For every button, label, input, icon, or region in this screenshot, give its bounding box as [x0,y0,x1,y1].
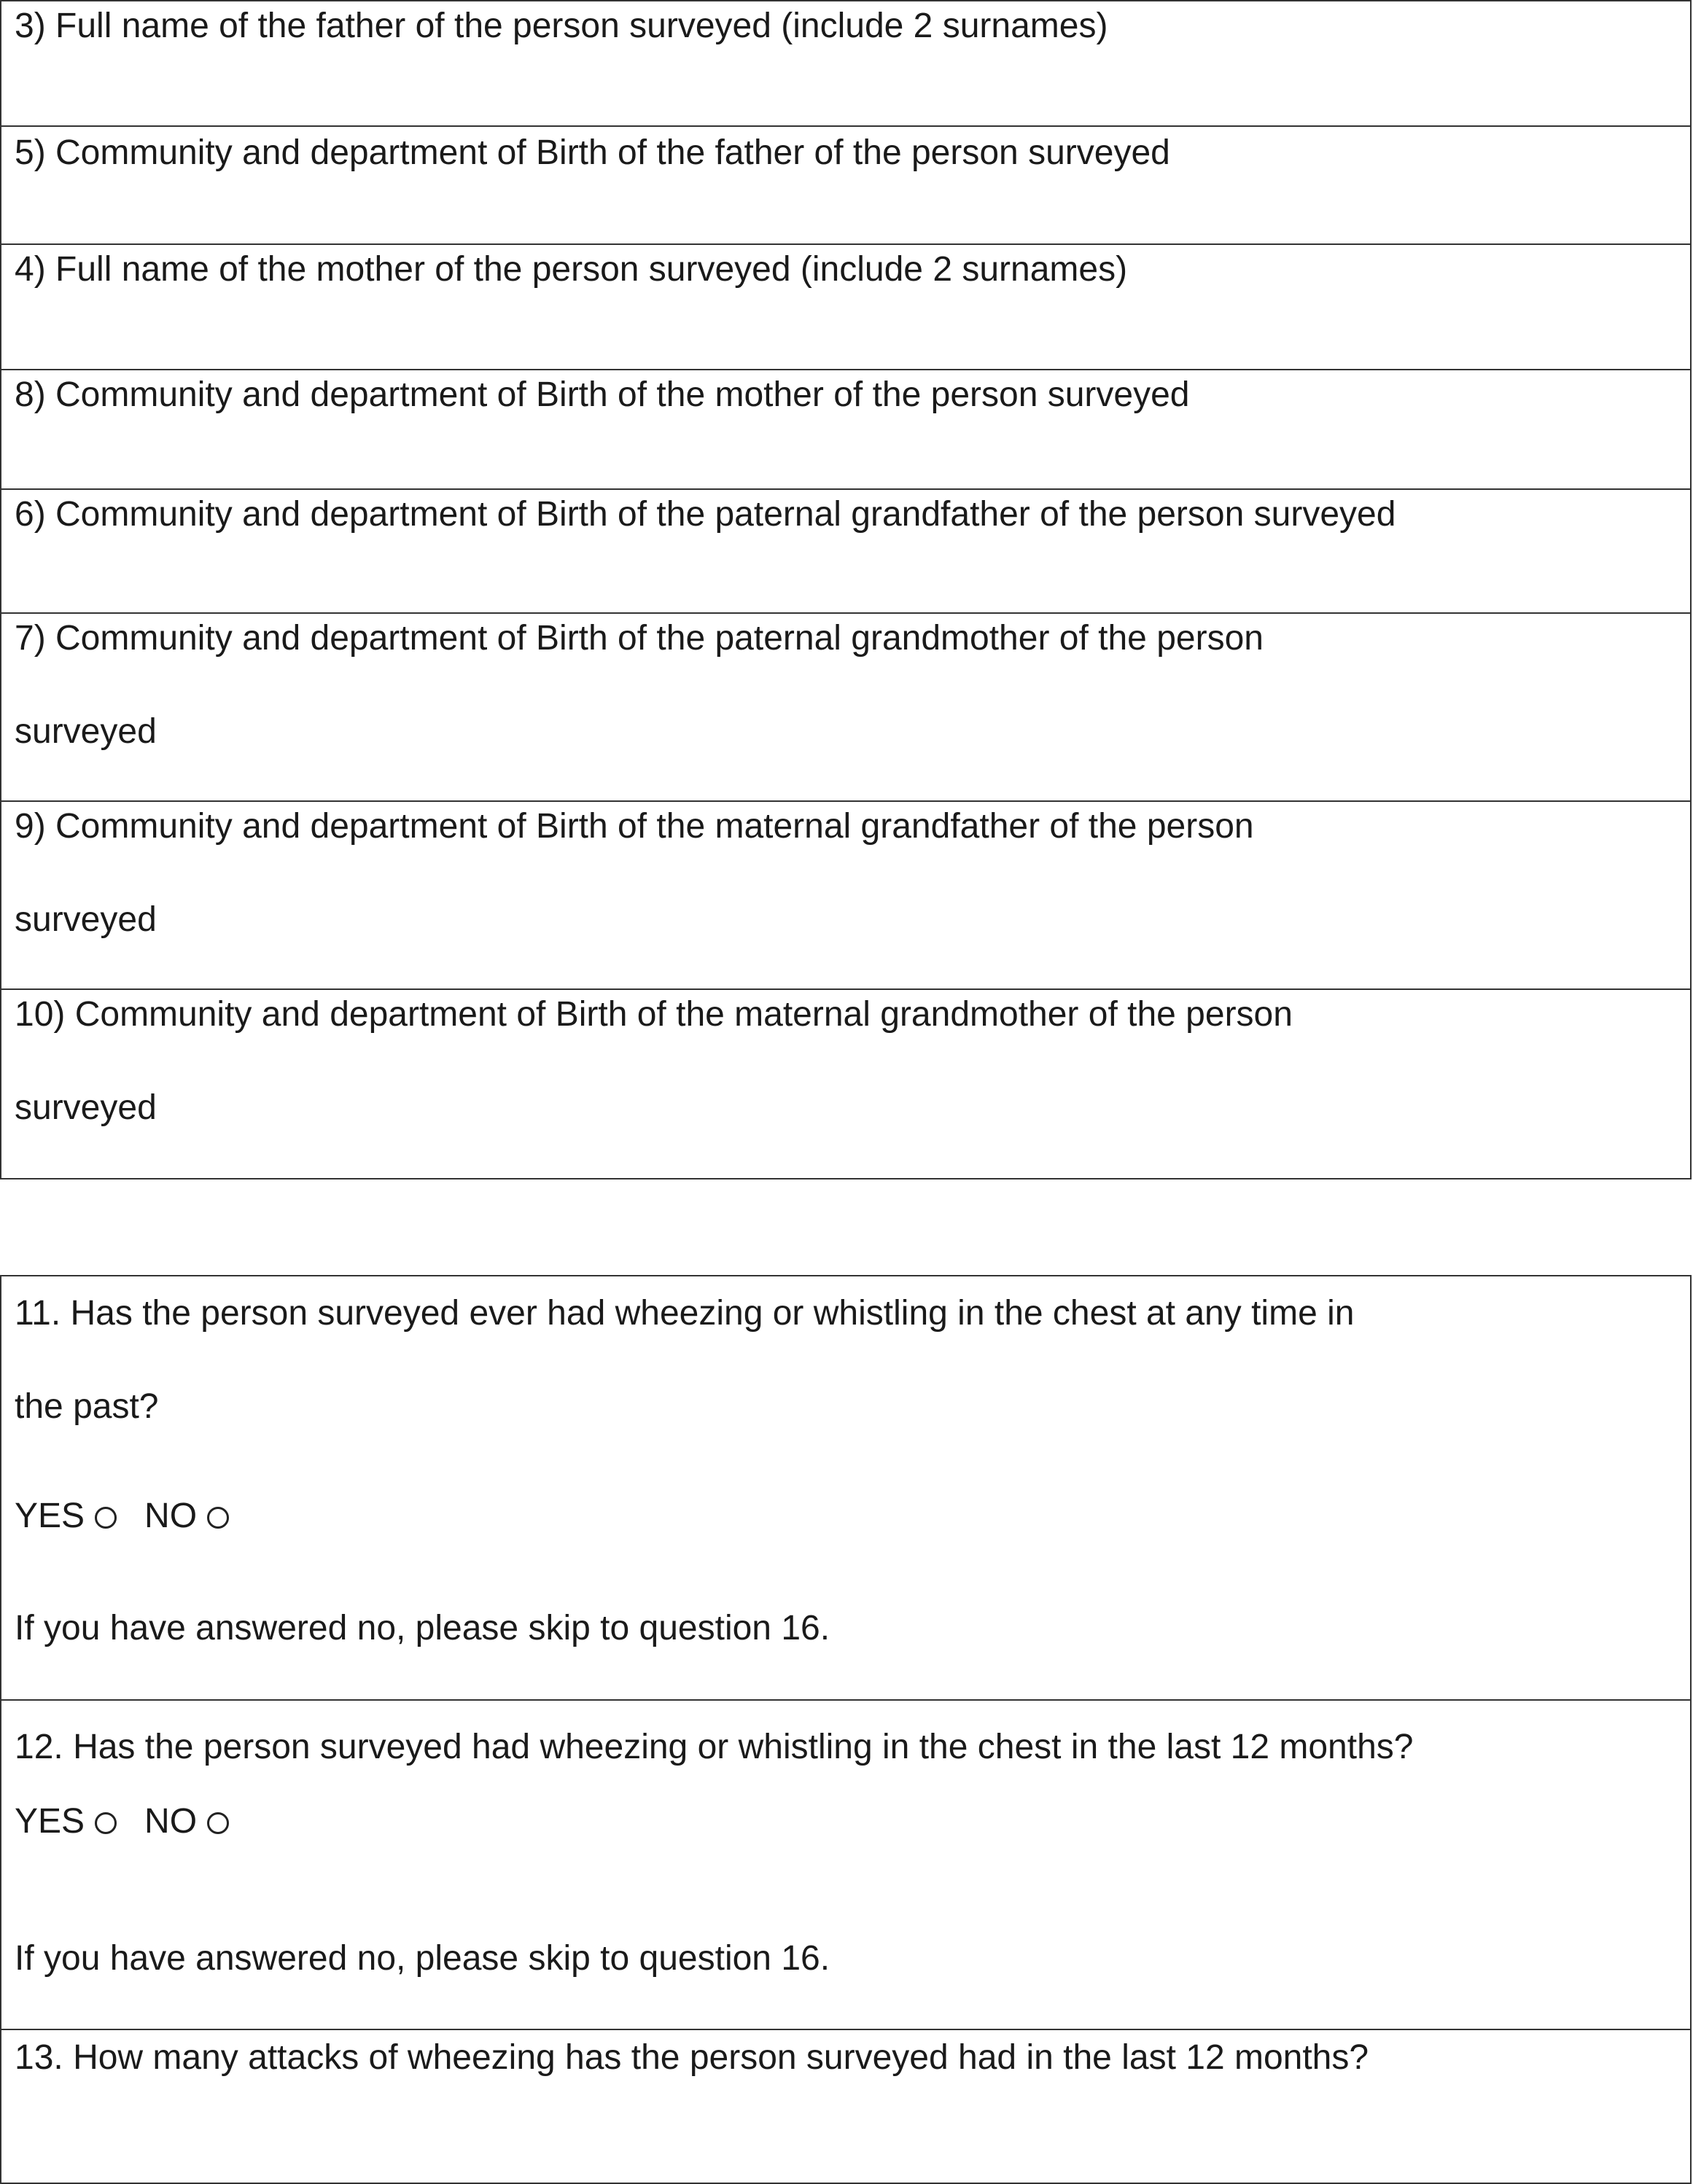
no-radio[interactable] [207,1507,229,1529]
no-option[interactable] [144,1499,229,1534]
form-row-mother-birthplace [1,370,1690,490]
question-12 [1,1701,1690,2030]
yes-radio[interactable] [95,1812,117,1834]
question-13 [1,2030,1690,2184]
question-text: 13. How many attacks of wheezing has the person surveyed had in the last 12 months? [15,2038,1369,2077]
question-label: 3) Full name of the father of the person surveyed (include 2 surnames) [15,7,1108,45]
no-radio[interactable] [207,1812,229,1834]
question-label-continued: surveyed [15,712,157,751]
yes-option[interactable] [15,1499,117,1534]
form-row-paternal-grandfather-birthplace [1,490,1690,614]
skip-instruction: If you have answered no, please skip to question 16. [15,1609,830,1647]
question-11 [1,1276,1690,1701]
wheezing-questions-table [0,1275,1692,2184]
yes-radio[interactable] [95,1507,117,1529]
yes-option[interactable] [15,1804,117,1839]
question-label-continued: surveyed [15,900,157,939]
question-label: 7) Community and department of Birth of the paternal grandmother of the person [15,619,1264,658]
question-text-continued: the past? [15,1387,159,1426]
yes-no-options [15,1804,229,1839]
question-text: 11. Has the person surveyed ever had wheezing or whistling in the chest at any time in [15,1294,1355,1333]
question-text: 12. Has the person surveyed had wheezing or whistling in the chest in the last 12 months? [15,1728,1414,1766]
form-row-mother-name [1,245,1690,370]
question-label: 9) Community and department of Birth of the maternal grandfather of the person [15,807,1254,846]
question-label: 6) Community and department of Birth of the paternal grandfather of the person surveyed [15,495,1396,534]
no-option[interactable] [144,1804,229,1839]
no-label: NO [144,1802,198,1841]
yes-no-options [15,1499,229,1534]
skip-instruction: If you have answered no, please skip to question 16. [15,1939,830,1978]
question-label: 4) Full name of the mother of the person surveyed (include 2 surnames) [15,250,1128,289]
form-row-father-name [1,1,1690,127]
form-row-paternal-grandmother-birthplace [1,614,1690,802]
question-label: 5) Community and department of Birth of the father of the person surveyed [15,133,1170,172]
form-row-father-birthplace [1,127,1690,245]
form-row-maternal-grandmother-birthplace [1,990,1690,1179]
question-label-continued: surveyed [15,1088,157,1127]
no-label: NO [144,1497,198,1535]
form-row-maternal-grandfather-birthplace [1,802,1690,990]
question-label: 10) Community and department of Birth of the maternal grandmother of the person [15,995,1293,1034]
yes-label: YES [15,1497,85,1535]
yes-label: YES [15,1802,85,1841]
question-label: 8) Community and department of Birth of the mother of the person surveyed [15,375,1190,414]
